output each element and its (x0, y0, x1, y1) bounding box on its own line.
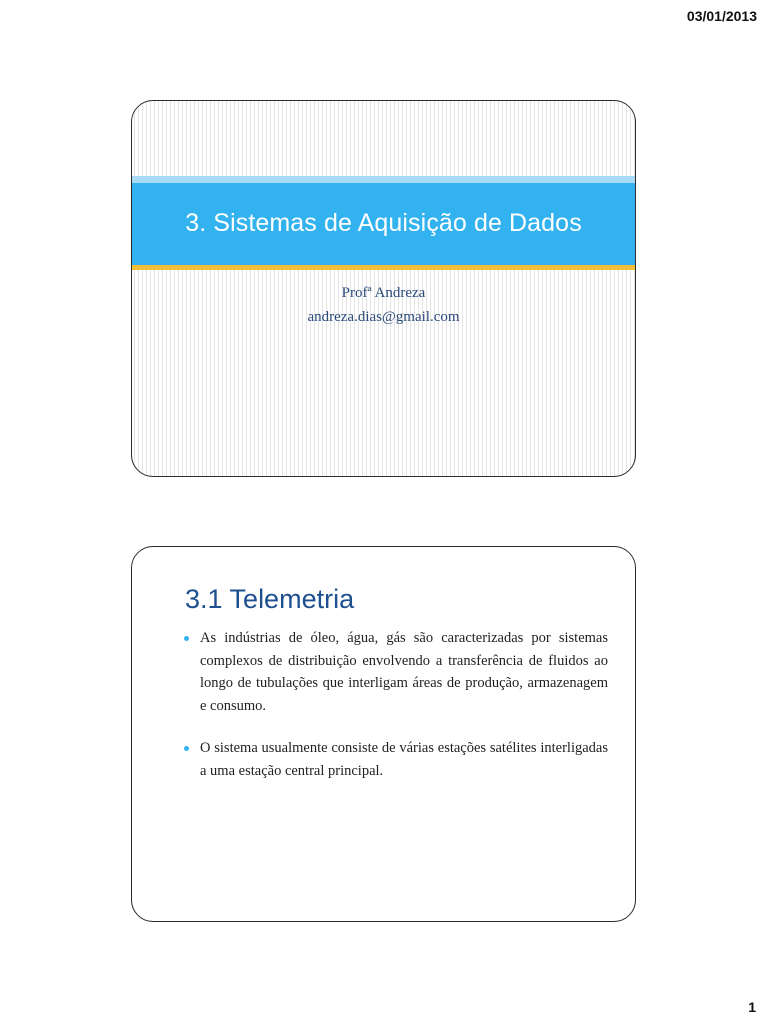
page-number: 1 (748, 999, 756, 1015)
bullet-text: As indústrias de óleo, água, gás são caracterizadas por sistemas complexos de distribuição envolvendo a transferência de fluidos ao longo de tubulações que interligam áreas de produção, armazenagem e consumo. (200, 630, 608, 714)
slide-1 (131, 100, 636, 477)
bullet-item (184, 627, 608, 717)
bullet-dot-icon (184, 636, 189, 641)
bullet-item (184, 737, 608, 782)
bullet-list (184, 627, 608, 802)
title-bar-gold-stripe (132, 265, 635, 270)
author-block (132, 281, 635, 329)
title-bar-light-stripe (132, 176, 635, 183)
page-date: 03/01/2013 (686, 8, 757, 24)
bullet-dot-icon (184, 746, 189, 751)
author-email: andreza.dias@gmail.com (307, 309, 460, 325)
slide-2 (131, 546, 636, 922)
slide-1-title: 3. Sistemas de Aquisição de Dados (185, 208, 582, 237)
bullet-text: O sistema usualmente consiste de várias estações satélites interligadas a uma estação central principal. (200, 740, 608, 779)
slide-2-title: 3.1 Telemetria (185, 584, 355, 614)
title-bar (132, 183, 635, 265)
author-name: Profª Andreza (341, 285, 426, 301)
